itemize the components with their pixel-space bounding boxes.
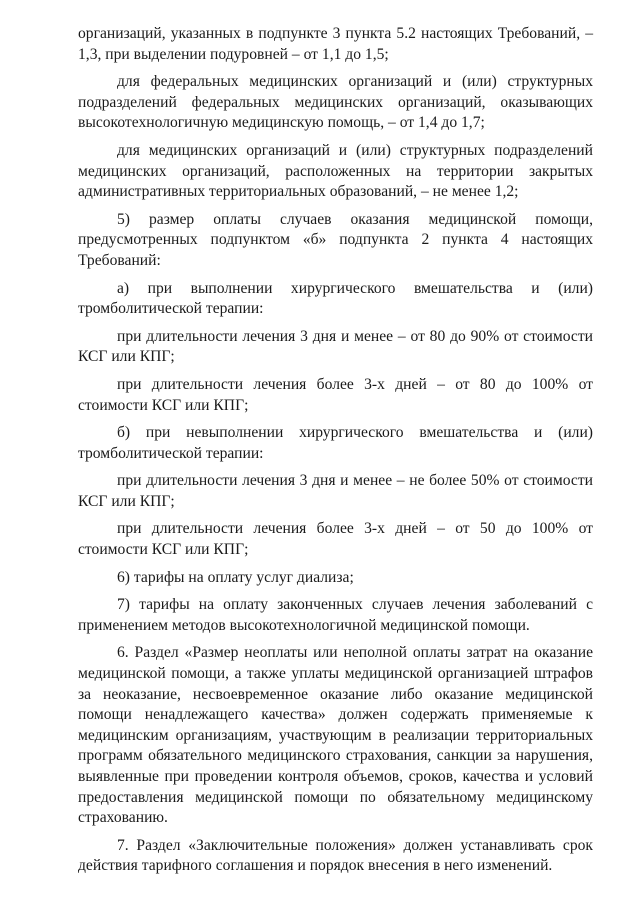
paragraph-5: а) при выполнении хирургического вмешательства и (или) тромболитической терапии:: [78, 279, 593, 318]
paragraph-12: 7) тарифы на оплату законченных случаев лечения заболеваний с применением методов высокотехнологичной медицинской помощи.: [78, 596, 593, 634]
paragraph-6: при длительности лечения 3 дня и менее – от 80 до 90% от стоимости КСГ или КПГ;: [78, 327, 593, 366]
paragraph-1: организаций, указанных в подпункте 3 пункта 5.2 настоящих Требований, – 1,3, при выделении подуровней – от 1,1 до 1,5;: [78, 25, 593, 63]
paragraph-3: для медицинских организаций и (или) структурных подразделений медицинских организаций, расположенных на территории закрытых административных территориальных образований, – не менее 1,2;: [78, 141, 593, 201]
paragraph-2: для федеральных медицинских организаций и (или) структурных подразделений федеральных медицинских организаций, оказывающих высокотехнологичную медицинскую помощь, – от 1,4 до 1,7;: [78, 73, 593, 132]
paragraph-14: 7. Раздел «Заключительные положения» должен устанавливать срок действия тарифного соглашения и порядок внесения в него изменений.: [78, 836, 593, 875]
document-page: [78, 24, 593, 884]
paragraph-13: 6. Раздел «Размер неоплаты или неполной оплаты затрат на оказание медицинской помощи, а также уплаты медицинской организацией штрафов за неоказание, несвоевременное оказание либо оказание медицинской помощи ненадлежащего качества» должен содержать применяемые к медицинским организациям, участвующим в реализации территориальных программ обязательного медицинского страхования, санкции за нарушения, выявленные при проведении контроля объемов, сроков, качества и условий предоставления медицинской помощи по обязательному медицинскому страхованию.: [78, 644, 593, 827]
paragraph-9: при длительности лечения 3 дня и менее – не более 50% от стоимости КСГ или КПГ;: [78, 472, 593, 510]
paragraph-10: при длительности лечения более 3-х дней – от 50 до 100% от стоимости КСГ или КПГ;: [78, 520, 593, 559]
paragraph-8: б) при невыполнении хирургического вмешательства и (или) тромболитической терапии:: [78, 424, 593, 462]
paragraph-11: 6) тарифы на оплату услуг диализа;: [117, 568, 354, 586]
paragraph-4: 5) размер оплаты случаев оказания медицинской помощи, предусмотренных подпунктом «б» подпункта 2 пункта 4 настоящих Требований:: [78, 210, 593, 269]
paragraph-7: при длительности лечения более 3-х дней – от 80 до 100% от стоимости КСГ или КПГ;: [78, 375, 593, 414]
